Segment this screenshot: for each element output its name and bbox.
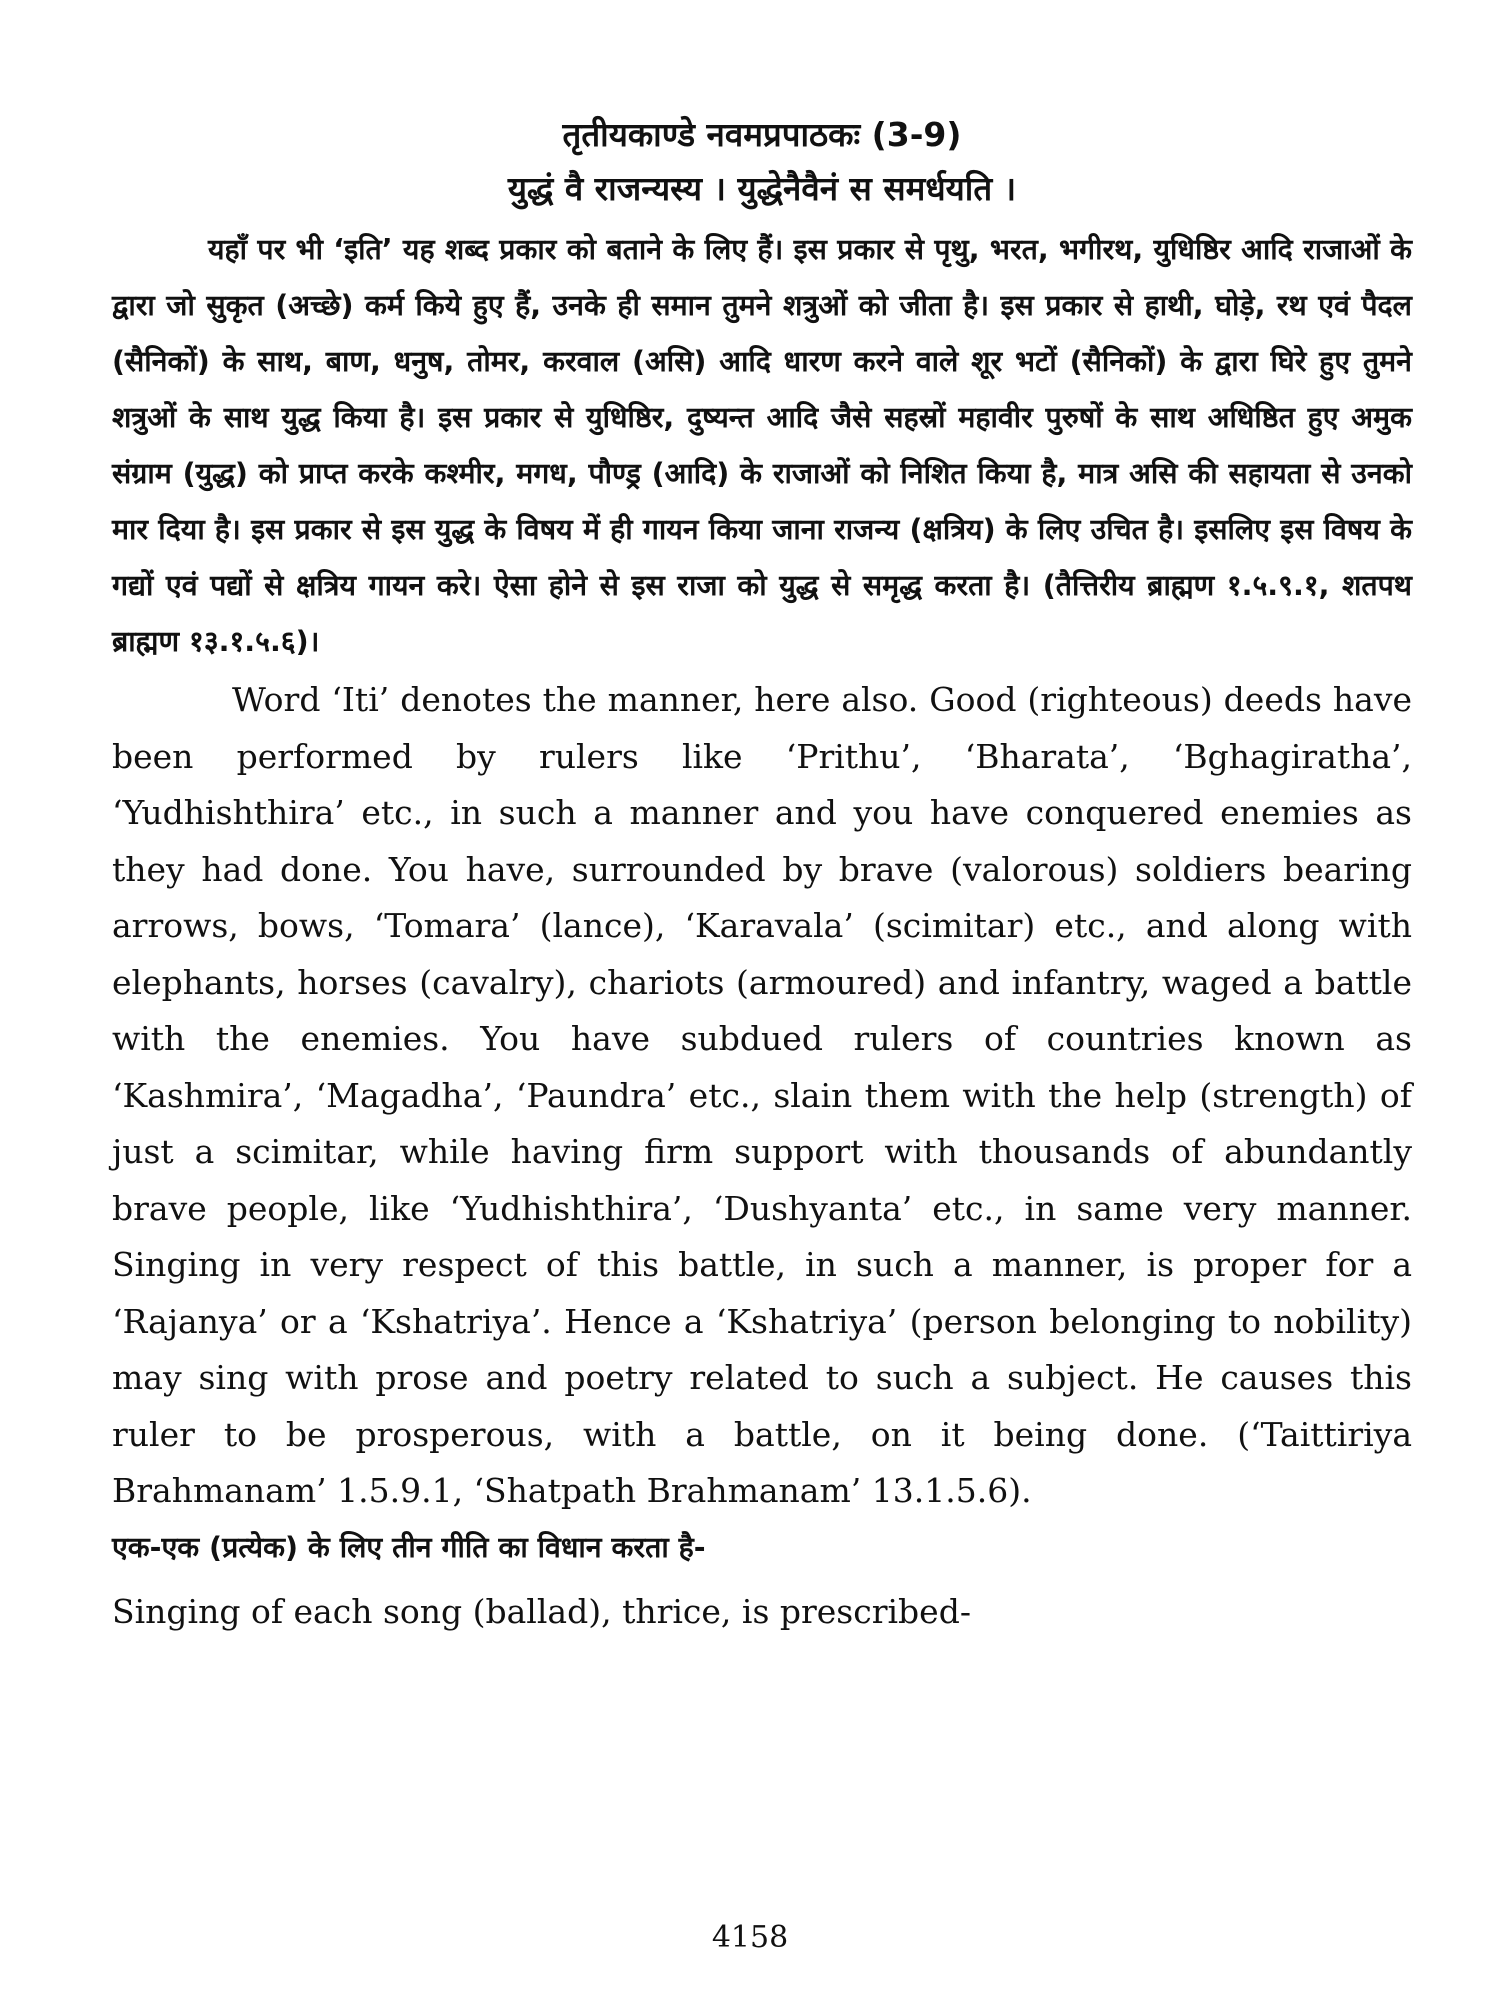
page-number: 4158 [711, 1920, 789, 1955]
hindi-commentary-paragraph: यहाँ पर भी ‘इति’ यह शब्द प्रकार को बताने के लिए हैं। इस प्रकार से पृथु, भरत, भगीरथ, युधिष्ठिर आदि राजाओं के द्वारा जो सुकृत (अच्छे) कर्म किये हुए हैं, उनके ही समान तुमने शत्रुओं को जीता है। इस प्रकार से हाथी, घोड़े, रथ एवं पैदल (सैनिकों) के साथ, बाण, धनुष, तोमर, करवाल (असि) आदि धारण करने वाले शूर भटों (सैनिकों) के द्वारा घिरे हुए तुमने शत्रुओं के साथ युद्ध किया है। इस प्रकार से युधिष्ठिर, दुष्यन्त आदि जैसे सहस्रों महावीर पुरुषों के साथ अधिष्ठित हुए अमुक संग्राम (युद्ध) को प्राप्त करके कश्मीर, मगध, पौण्ड्र (आदि) के राजाओं को निशित किया है, मात्र असि की सहायता से उनको मार दिया है। इस प्रकार से इस युद्ध के विषय में ही गायन किया जाना राजन्य (क्षत्रिय) के लिए उचित है। इसलिए इस विषय के गद्यों एवं पद्यों से क्षत्रिय गायन करे। ऐसा होने से इस राजा को युद्ध से समृद्ध करता है। (तैत्तिरीय ब्राह्मण १.५.९.१, शतपथ ब्राह्मण १३.१.५.६)। [112, 233, 1412, 658]
verse-text: युद्धं वै राजन्यस्य । युद्धेनैवैनं स समर्धयति । [507, 169, 1017, 208]
hindi-instruction-line: एक-एक (प्रत्येक) के लिए तीन गीति का विधान करता है- [112, 1530, 706, 1564]
english-translation-paragraph: Word ‘Iti’ denotes the manner, here also. Good (righteous) deeds have been performed by rulers like ‘Prithu’, ‘Bharata’, ‘Bghagiratha’, ‘Yudhishthira’ etc., in such a manner and you have conquered enemies as they had done. You have, surrounded by brave (valorous) soldiers bearing arrows, bows, ‘Tomara’ (lance), ‘Karavala’ (scimitar) etc., and along with elephants, horses (cavalry), chariots (armoured) and infantry, waged a battle with the enemies. You have subdued rulers of countries known as ‘Kashmira’, ‘Magadha’, ‘Paundra’ etc., slain them with the help (strength) of just a scimitar, while having firm support with thousands of abundantly brave people, like ‘Yudhishthira’, ‘Dushyanta’ etc., in same very manner. Singing in very respect of this battle, in such a manner, is proper for a ‘Rajanya’ or a ‘Kshatriya’. Hence a ‘Kshatriya’ (person belonging to nobility) may sing with prose and poetry related to such a subject. He causes this ruler to be prosperous, with a battle, on it being done. (‘Taittiriya Brahmanam’ 1.5.9.1, ‘Shatpath Brahmanam’ 13.1.5.6). [112, 680, 1412, 1510]
page-header: तृतीयकाण्डे नवमप्रपाठकः (3-9) [562, 115, 962, 154]
english-instruction-line: Singing of each song (ballad), thrice, is prescribed- [112, 1591, 971, 1631]
document-page [112, 108, 1412, 1640]
